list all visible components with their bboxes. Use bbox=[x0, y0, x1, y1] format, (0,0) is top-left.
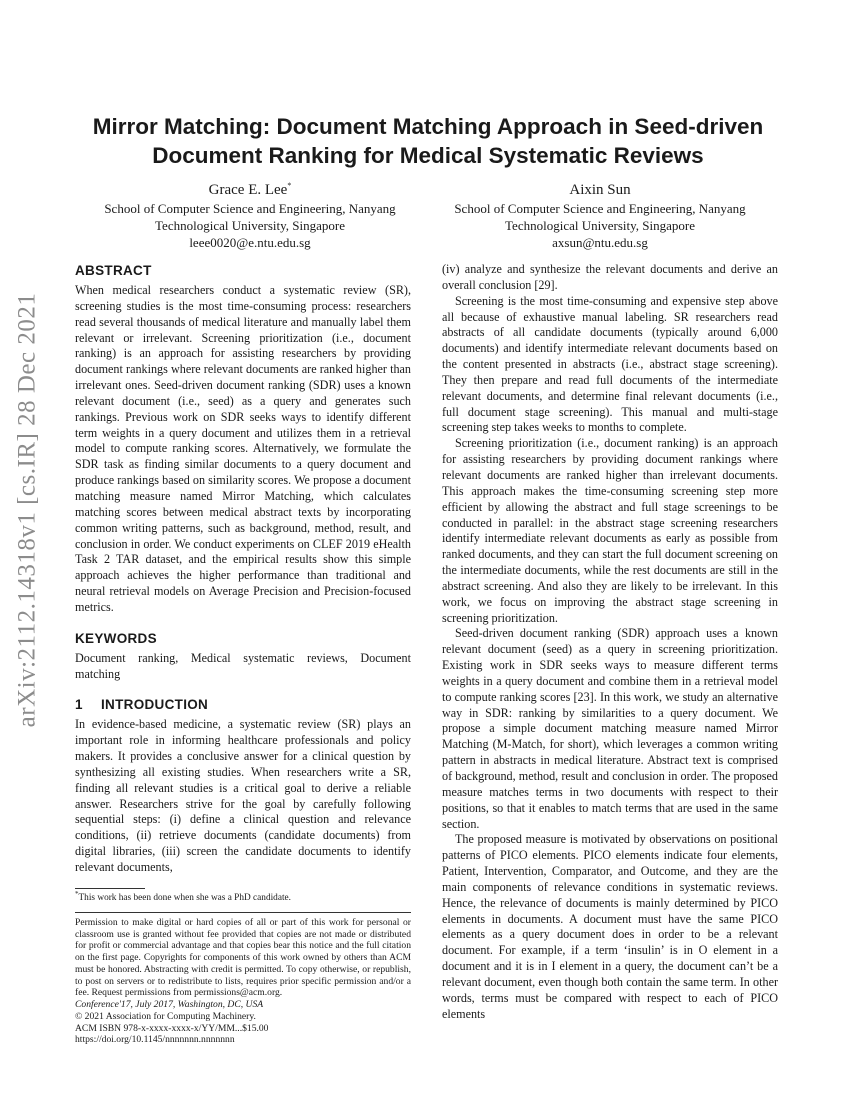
footnote-text: This work has been done when she was a PhD candidate. bbox=[78, 892, 291, 903]
arxiv-identifier: arXiv:2112.14318v1 [cs.IR] 28 Dec 2021 bbox=[13, 292, 41, 728]
author-affiliation: Technological University, Singapore bbox=[505, 218, 695, 233]
body-paragraph: Screening is the most time-consuming and expensive step above all because of exhaustive manual labeling. SR researchers read abstracts of all candidate documents (typically around 6,000 documents) and identify intermediate relevant documents based on the content presented in abstracts (i.e., abstract stage screening). They then prepare and read full documents of the intermediate relevant documents, and determine final relevant documents (i.e., full document stage screening). This manual and multi-stage screening step takes weeks to months to complete. bbox=[442, 293, 778, 435]
author-name: Aixin Sun bbox=[569, 182, 631, 198]
permission-divider bbox=[75, 912, 411, 913]
body-paragraph: The proposed measure is motivated by observations on positional patterns of PICO elements. PICO elements indicate four elements, Patient, Intervention, Comparator, and Outcome, and they are the main components of relevance conditions in systematic reviews. Hence, the relevance of documents is mainly determined by PICO elements in documents. A document must have the same PICO elements as a query document does in order to be a relevant document. For example, if a term ‘insulin’ is in O element in a document and it is in I element in a query, the document can’t be a relevant document, even though both contain the same term. In other words, terms must be compared with respect to each of PICO elements bbox=[442, 832, 778, 1021]
title-line-1: Mirror Matching: Document Matching Approach in Seed-driven bbox=[92, 114, 764, 139]
author-affiliation: Technological University, Singapore bbox=[155, 218, 345, 233]
body-paragraph: (iv) analyze and synthesize the relevant documents and derive an overall conclusion [29]. bbox=[442, 262, 778, 292]
conference-info: Conference'17, July 2017, Washington, DC, USA bbox=[75, 999, 264, 1011]
body-paragraph: Seed-driven document ranking (SDR) approach uses a known relevant document (seed) as a query in screening prioritization. Existing work in SDR seeks ways to measure different terms weights in a query document and combine them in a retrieval model to compute ranking scores [23]. In this work, we study an alternative way in SDR: ranking by similarities to a query document. We propose a simple document matching measure named Mirror Matching (M-Match, for short), which leverages a common writing pattern in abstracts in medical literature. Abstract text is comprised of background, method, result and conclusion in order. The proposed measure matches terms in two documents with respect to their positions, so that it enables to match terms that are used in the same section. bbox=[442, 626, 778, 831]
keywords-text: Document ranking, Medical systematic reviews, Document matching bbox=[75, 650, 411, 681]
author-block-2 bbox=[430, 180, 770, 251]
copyright-line: © 2021 Association for Computing Machinery. bbox=[75, 1010, 256, 1022]
title-line-2: Document Ranking for Medical Systematic Reviews bbox=[152, 143, 704, 168]
author-footnote-marker: * bbox=[287, 181, 292, 190]
author-name: Grace E. Lee* bbox=[208, 181, 292, 198]
abstract-text: When medical researchers conduct a systematic review (SR), screening studies is the most time-consuming process: researchers read several thousands of medical literature and manually label them relevant or irrelevant. Screening prioritization (i.e., document ranking) is an approach for assisting researchers by providing document rankings where relevant documents are ranked higher than irrelevant ones. Seed-driven document ranking (SDR) uses a known relevant document (i.e., seed) as a query and generates such rankings. Previous work on SDR seeks ways to identify different term weights in a query document and utilizes them in a retrieval model to compute ranking scores. Alternatively, we formulate the SDR task as finding similar documents to a query document and produce rankings based on similarity scores. We propose a document matching measure named Mirror Matching, which calculates matching scores between medical abstract texts by incorporating common writing patterns, such as background, method, result, and conclusion in order. We conduct experiments on CLEF 2019 eHealth Task 2 TAR dataset, and the empirical results show this simple approach achieves the higher performance than traditional and neural retrieval models on Average Precision and Precision-focused metrics. bbox=[75, 283, 411, 614]
author-footnote bbox=[75, 889, 411, 904]
section-number: 1 bbox=[75, 697, 83, 713]
left-column bbox=[75, 262, 411, 1046]
doi-link[interactable]: https://doi.org/10.1145/nnnnnnn.nnnnnnn bbox=[75, 1034, 235, 1046]
footnote-divider bbox=[75, 888, 145, 889]
footnote-marker: * bbox=[75, 889, 79, 898]
author-email: leee0020@e.ntu.edu.sg bbox=[189, 235, 311, 250]
permission-notice: Permission to make digital or hard copies of all or part of this work for personal or classroom use is granted without fee provided that copies are not made or distributed for profit or commercial advantage and that copies bear this notice and the full citation on the first page. Copyrights for components of this work owned by others than ACM must be honored. Abstracting with credit is permitted. To copy otherwise, or republish, to post on servers or to redistribute to lists, requires prior specific permission and/or a fee. Request permissions from permissions@acm.org. bbox=[75, 916, 411, 999]
author-affiliation: School of Computer Science and Engineering, Nanyang bbox=[104, 201, 396, 216]
body-paragraph: Screening prioritization (i.e., document ranking) is an approach for assisting researchers by providing document rankings where relevant documents are ranked higher than irrelevant documents. This approach makes the time-consuming screening step more efficient by allowing the abstract and full stage screenings to be conducted in parallel: in the abstract stage screening researchers identify intermediate relevant documents as early as possible from ranked documents, and they can start the full document screening on the intermediate documents, while the rest documents are still in the abstract screening. And also they are likely to be irrelevant. In this work, we focus on improving the abstract stage screening in screening prioritization. bbox=[442, 436, 778, 625]
arxiv-stamp bbox=[4, 292, 50, 728]
introduction-heading bbox=[75, 696, 411, 714]
right-column bbox=[442, 262, 778, 1023]
isbn-line: ACM ISBN 978-x-xxxx-xxxx-x/YY/MM...$15.00 bbox=[75, 1022, 269, 1034]
introduction-paragraph: In evidence-based medicine, a systematic review (SR) plays an important role in informing healthcare professionals and policy makers. It provides a conclusive answer for a clinical question by synthesizing all existing studies. When researchers write a SR, finding all relevant studies is a critical goal to derive a reliable answer. Researchers strive for the goal by carefully following sequential steps: (i) define a clinical question and relevance conditions, (ii) retrieve documents (candidate documents) from digital libraries, (iii) screen the candidate documents to identify relevant documents, bbox=[75, 717, 411, 874]
author-affiliation: School of Computer Science and Engineering, Nanyang bbox=[454, 201, 746, 216]
paper-title bbox=[60, 112, 796, 170]
keywords-heading: KEYWORDS bbox=[75, 630, 157, 646]
section-title-text: INTRODUCTION bbox=[101, 697, 209, 713]
author-block-1 bbox=[80, 180, 420, 251]
abstract-heading: ABSTRACT bbox=[75, 263, 152, 278]
author-email: axsun@ntu.edu.sg bbox=[552, 235, 648, 250]
